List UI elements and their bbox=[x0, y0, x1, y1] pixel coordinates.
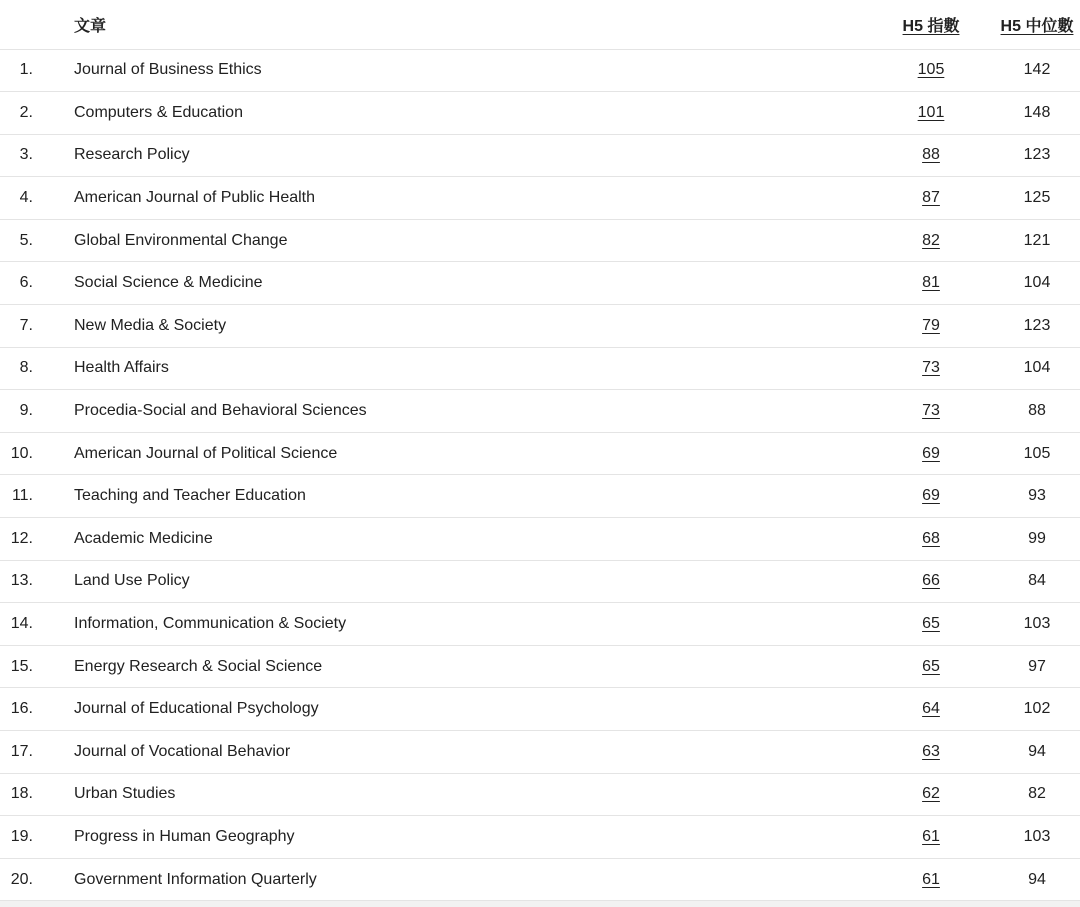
h5-index-link[interactable]: 73 bbox=[922, 359, 940, 377]
table-row bbox=[0, 177, 1080, 220]
table-row bbox=[0, 475, 1080, 518]
table-row bbox=[0, 518, 1080, 561]
table-row bbox=[0, 219, 1080, 262]
table-row bbox=[0, 645, 1080, 688]
h5-median-cell bbox=[994, 305, 1080, 348]
rank-cell: 8. bbox=[19, 359, 33, 377]
h5-median-value: 121 bbox=[1023, 231, 1051, 249]
rank-cell: 10. bbox=[10, 444, 33, 462]
rank-cell: 11. bbox=[11, 487, 33, 505]
publication-name: Energy Research & Social Science bbox=[74, 657, 323, 675]
h5-index-link[interactable]: 81 bbox=[922, 274, 940, 292]
h5-median-value: 123 bbox=[1023, 316, 1051, 334]
rank-cell: 16. bbox=[10, 700, 33, 718]
h5-index-cell bbox=[868, 560, 994, 603]
h5-index-link[interactable]: 61 bbox=[922, 870, 940, 888]
publication-name: Health Affairs bbox=[74, 359, 169, 377]
table-row bbox=[0, 816, 1080, 859]
h5-median-cell bbox=[994, 518, 1080, 561]
column-header-h5-index[interactable]: H5 指數 bbox=[902, 17, 960, 35]
h5-median-value: 84 bbox=[1028, 572, 1046, 590]
rank-cell: 9. bbox=[19, 402, 33, 420]
table-row bbox=[0, 347, 1080, 390]
table-row bbox=[0, 92, 1080, 135]
rank-cell: 12. bbox=[10, 529, 33, 547]
h5-index-cell bbox=[868, 773, 994, 816]
table-row bbox=[0, 390, 1080, 433]
h5-index-link[interactable]: 68 bbox=[922, 529, 940, 547]
h5-index-link[interactable]: 69 bbox=[922, 487, 940, 505]
table-row bbox=[0, 432, 1080, 475]
h5-median-value: 97 bbox=[1028, 657, 1046, 675]
table-row bbox=[0, 305, 1080, 348]
h5-index-cell bbox=[868, 134, 994, 177]
h5-index-cell bbox=[868, 475, 994, 518]
h5-index-cell bbox=[868, 731, 994, 774]
publication-name: Social Science & Medicine bbox=[74, 274, 263, 292]
h5-median-cell bbox=[994, 603, 1080, 646]
publication-name: Information, Communication & Society bbox=[74, 615, 347, 633]
h5-index-link[interactable]: 65 bbox=[922, 615, 940, 633]
bottom-partial-row-strip bbox=[0, 901, 1080, 907]
rank-cell: 19. bbox=[10, 827, 33, 845]
table-row bbox=[0, 858, 1080, 901]
publication-name: Computers & Education bbox=[74, 103, 243, 121]
table-body bbox=[0, 49, 1080, 901]
h5-median-value: 103 bbox=[1023, 615, 1051, 633]
table-row bbox=[0, 731, 1080, 774]
header-row bbox=[0, 0, 1080, 49]
h5-median-value: 102 bbox=[1023, 700, 1051, 718]
h5-median-value: 125 bbox=[1023, 189, 1051, 207]
column-header-h5-index-cell bbox=[868, 0, 994, 49]
publication-name: Procedia-Social and Behavioral Sciences bbox=[74, 402, 367, 420]
publication-name: Research Policy bbox=[74, 146, 190, 164]
h5-index-link[interactable]: 82 bbox=[922, 231, 940, 249]
h5-median-value: 94 bbox=[1028, 870, 1046, 888]
publication-name: Urban Studies bbox=[74, 785, 176, 803]
h5-index-cell bbox=[868, 858, 994, 901]
table-row bbox=[0, 262, 1080, 305]
publication-name: Global Environmental Change bbox=[74, 231, 288, 249]
h5-median-cell bbox=[994, 858, 1080, 901]
h5-median-cell bbox=[994, 49, 1080, 92]
h5-index-link[interactable]: 64 bbox=[922, 700, 940, 718]
h5-index-cell bbox=[868, 219, 994, 262]
h5-median-cell bbox=[994, 390, 1080, 433]
publication-name: Journal of Educational Psychology bbox=[74, 700, 319, 718]
h5-index-cell bbox=[868, 816, 994, 859]
h5-index-cell bbox=[868, 92, 994, 135]
h5-median-value: 123 bbox=[1023, 146, 1051, 164]
h5-median-value: 103 bbox=[1023, 827, 1051, 845]
h5-index-link[interactable]: 65 bbox=[922, 657, 940, 675]
h5-median-cell bbox=[994, 560, 1080, 603]
publication-name: American Journal of Political Science bbox=[74, 444, 338, 462]
h5-median-value: 104 bbox=[1023, 274, 1051, 292]
rank-cell: 20. bbox=[10, 870, 33, 888]
h5-index-cell bbox=[868, 390, 994, 433]
rank-cell: 14. bbox=[10, 615, 33, 633]
h5-index-link[interactable]: 88 bbox=[922, 146, 940, 164]
h5-index-cell bbox=[868, 603, 994, 646]
h5-median-cell bbox=[994, 134, 1080, 177]
table-row bbox=[0, 49, 1080, 92]
h5-index-link[interactable]: 73 bbox=[922, 402, 940, 420]
h5-index-link[interactable]: 69 bbox=[922, 444, 940, 462]
h5-index-link[interactable]: 87 bbox=[922, 189, 940, 207]
publication-name: Journal of Business Ethics bbox=[74, 61, 262, 79]
rank-cell: 13. bbox=[10, 572, 33, 590]
rank-cell: 17. bbox=[10, 742, 33, 760]
h5-median-value: 93 bbox=[1028, 487, 1046, 505]
h5-index-cell bbox=[868, 177, 994, 220]
h5-index-cell bbox=[868, 347, 994, 390]
rank-cell: 4. bbox=[19, 189, 33, 207]
h5-median-value: 105 bbox=[1023, 444, 1051, 462]
h5-index-link[interactable]: 105 bbox=[917, 61, 945, 79]
rank-column-header bbox=[0, 0, 33, 49]
publication-name: Government Information Quarterly bbox=[74, 870, 317, 888]
table-header bbox=[0, 0, 1080, 49]
h5-median-value: 94 bbox=[1028, 742, 1046, 760]
h5-median-value: 82 bbox=[1028, 785, 1046, 803]
h5-median-cell bbox=[994, 177, 1080, 220]
h5-median-value: 99 bbox=[1028, 529, 1046, 547]
rank-cell: 7. bbox=[19, 316, 33, 334]
h5-median-cell bbox=[994, 731, 1080, 774]
h5-index-link[interactable]: 66 bbox=[922, 572, 940, 590]
h5-median-cell bbox=[994, 816, 1080, 859]
publication-name: New Media & Society bbox=[74, 316, 227, 334]
h5-index-cell bbox=[868, 49, 994, 92]
column-header-h5-median[interactable]: H5 中位數 bbox=[1000, 17, 1074, 35]
publication-name: Journal of Vocational Behavior bbox=[74, 742, 291, 760]
h5-index-link[interactable]: 62 bbox=[922, 785, 940, 803]
h5-median-cell bbox=[994, 262, 1080, 305]
rank-cell: 3. bbox=[19, 146, 33, 164]
publication-name: Teaching and Teacher Education bbox=[74, 487, 306, 505]
publication-name: Land Use Policy bbox=[74, 572, 190, 590]
rank-cell: 18. bbox=[10, 785, 33, 803]
table-row bbox=[0, 560, 1080, 603]
h5-median-value: 142 bbox=[1023, 61, 1051, 79]
h5-index-cell bbox=[868, 432, 994, 475]
column-header-h5-median-cell bbox=[994, 0, 1080, 49]
h5-median-value: 88 bbox=[1028, 402, 1046, 420]
publication-name: Progress in Human Geography bbox=[74, 827, 295, 845]
table-row bbox=[0, 688, 1080, 731]
h5-median-cell bbox=[994, 347, 1080, 390]
h5-median-cell bbox=[994, 219, 1080, 262]
table-row bbox=[0, 603, 1080, 646]
rank-cell: 1. bbox=[19, 61, 33, 79]
h5-median-cell bbox=[994, 645, 1080, 688]
h5-median-cell bbox=[994, 475, 1080, 518]
h5-index-cell bbox=[868, 518, 994, 561]
h5-index-cell bbox=[868, 688, 994, 731]
h5-index-cell bbox=[868, 645, 994, 688]
h5-median-value: 148 bbox=[1023, 103, 1051, 121]
publication-name: Academic Medicine bbox=[74, 529, 213, 547]
h5-median-value: 104 bbox=[1023, 359, 1051, 377]
publication-name: American Journal of Public Health bbox=[74, 189, 316, 207]
column-header-publication: 文章 bbox=[74, 17, 107, 35]
h5-median-cell bbox=[994, 688, 1080, 731]
h5-index-cell bbox=[868, 305, 994, 348]
rank-cell: 6. bbox=[19, 274, 33, 292]
h5-index-link[interactable]: 79 bbox=[922, 316, 940, 334]
rank-cell: 5. bbox=[19, 231, 33, 249]
h5-index-link[interactable]: 101 bbox=[917, 103, 945, 121]
h5-index-cell bbox=[868, 262, 994, 305]
h5-median-cell bbox=[994, 432, 1080, 475]
h5-index-link[interactable]: 63 bbox=[922, 742, 940, 760]
h5-median-cell bbox=[994, 92, 1080, 135]
h5-index-link[interactable]: 61 bbox=[922, 827, 940, 845]
rank-cell: 15. bbox=[10, 657, 33, 675]
table-row bbox=[0, 773, 1080, 816]
rank-cell: 2. bbox=[19, 103, 33, 121]
h5-median-cell bbox=[994, 773, 1080, 816]
table-row bbox=[0, 134, 1080, 177]
